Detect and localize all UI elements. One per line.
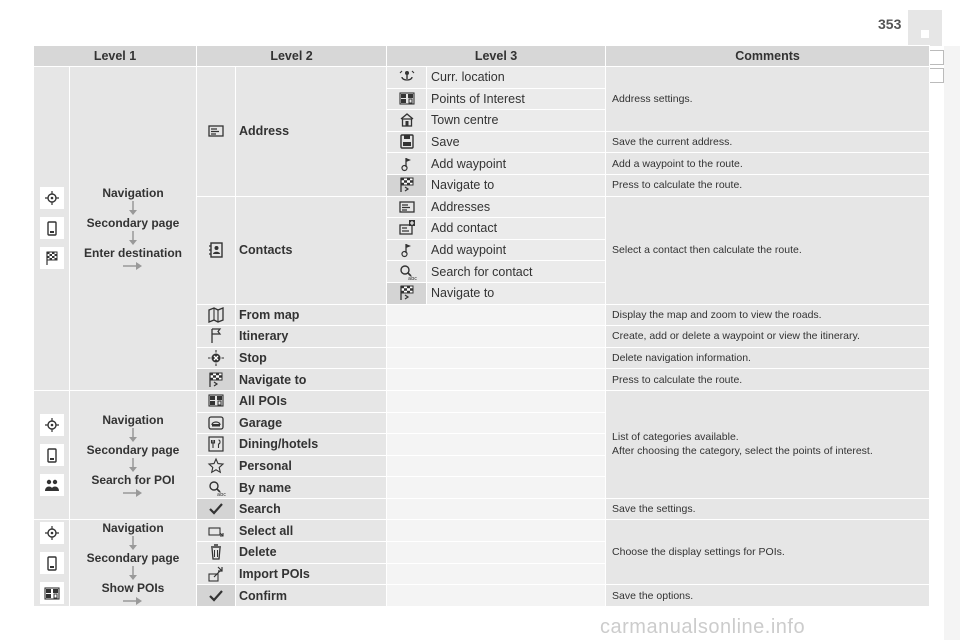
level2-dining-hotels[interactable]: Dining/hotels — [236, 434, 387, 456]
level2-by-name[interactable]: By name — [236, 477, 387, 499]
phone-icon — [40, 217, 64, 239]
level3-save[interactable]: Save — [427, 131, 606, 153]
level3-empty — [387, 542, 606, 564]
phone-icon — [40, 444, 64, 466]
level3-navigate-to[interactable]: Navigate to — [427, 282, 606, 304]
checkered-flag-icon — [40, 247, 64, 269]
check-icon — [197, 498, 236, 520]
level1-secondary-page: Secondary page — [86, 216, 180, 231]
level1-enter-destination: Enter destination — [84, 246, 183, 261]
level3-empty — [387, 520, 606, 542]
poi-icon — [197, 390, 236, 412]
arrow-down-icon — [128, 458, 138, 473]
comment-stop: Delete navigation information. — [606, 347, 930, 369]
crosshair-icon — [40, 522, 64, 544]
search-abc-icon — [387, 261, 427, 283]
garage-icon — [197, 412, 236, 434]
level3-empty — [387, 455, 606, 477]
comment-calculate-route: Press to calculate the route. — [606, 369, 930, 391]
level2-address[interactable]: Address — [236, 67, 387, 197]
level1-navigation: Navigation — [102, 521, 164, 536]
poi-people-icon — [40, 474, 64, 496]
watermark: carmanualsonline.info — [600, 616, 806, 638]
header-level-2: Level 2 — [197, 46, 387, 67]
level2-import-pois[interactable]: Import POIs — [236, 563, 387, 585]
group3-level1-icons — [34, 520, 70, 606]
level2-search[interactable]: Search — [236, 498, 387, 520]
level3-empty — [387, 434, 606, 456]
level2-garage[interactable]: Garage — [236, 412, 387, 434]
comment-save-address: Save the current address. — [606, 131, 930, 153]
side-strip — [944, 46, 960, 640]
comment-categories — [606, 390, 930, 498]
contacts-icon — [197, 196, 236, 304]
comment-from-map: Display the map and zoom to view the roads. — [606, 304, 930, 326]
arrow-right-icon — [123, 597, 143, 605]
arrow-down-icon — [128, 536, 138, 551]
level3-empty — [387, 563, 606, 585]
arrow-down-icon — [128, 201, 138, 216]
arrow-right-icon — [123, 489, 143, 497]
town-icon — [387, 110, 427, 132]
level3-empty — [387, 498, 606, 520]
level3-empty — [387, 369, 606, 391]
navigate-flag-icon — [387, 174, 427, 196]
level2-select-all[interactable]: Select all — [236, 520, 387, 542]
save-icon — [387, 131, 427, 153]
level3-empty — [387, 347, 606, 369]
comment-categories-line1: List of categories available. — [612, 431, 739, 444]
level2-confirm[interactable]: Confirm — [236, 585, 387, 607]
group2-level1-icons — [34, 390, 70, 520]
comment-save-settings: Save the settings. — [606, 498, 930, 520]
search-abc-icon — [197, 477, 236, 499]
crosshair-icon — [40, 414, 64, 436]
comment-address-settings: Address settings. — [606, 67, 930, 132]
navigation-menu-table — [33, 45, 930, 607]
waypoint-icon — [387, 153, 427, 175]
comment-categories-line2: After choosing the category, select the points of interest. — [612, 445, 873, 458]
level3-add-waypoint[interactable]: Add waypoint — [427, 239, 606, 261]
dining-icon — [197, 434, 236, 456]
level2-stop[interactable]: Stop — [236, 347, 387, 369]
level3-add-contact[interactable]: Add contact — [427, 218, 606, 240]
waypoint-icon — [387, 239, 427, 261]
stop-icon — [197, 347, 236, 369]
check-icon — [197, 585, 236, 607]
level2-contacts[interactable]: Contacts — [236, 196, 387, 304]
level2-delete[interactable]: Delete — [236, 542, 387, 564]
level2-all-pois[interactable]: All POIs — [236, 390, 387, 412]
comment-select-contact: Select a contact then calculate the route. — [606, 196, 930, 304]
level3-empty — [387, 304, 606, 326]
level3-addresses[interactable]: Addresses — [427, 196, 606, 218]
navigate-flag-icon — [387, 282, 427, 304]
header-comments: Comments — [606, 46, 930, 67]
level1-secondary-page: Secondary page — [86, 443, 180, 458]
level3-add-waypoint[interactable]: Add waypoint — [427, 153, 606, 175]
select-all-icon — [197, 520, 236, 542]
trash-icon — [197, 542, 236, 564]
level3-search-for-contact[interactable]: Search for contact — [427, 261, 606, 283]
poi-icon — [387, 88, 427, 110]
page-number: 353 — [878, 16, 902, 32]
level1-navigation: Navigation — [102, 186, 164, 201]
level3-navigate-to[interactable]: Navigate to — [427, 174, 606, 196]
level3-empty — [387, 585, 606, 607]
import-icon — [197, 563, 236, 585]
comment-display-settings: Choose the display settings for POIs. — [606, 520, 930, 585]
level1-search-for-poi: Search for POI — [91, 473, 175, 488]
level3-empty — [387, 412, 606, 434]
level2-personal[interactable]: Personal — [236, 455, 387, 477]
arrow-down-icon — [128, 231, 138, 246]
header-level-3: Level 3 — [387, 46, 606, 67]
level3-curr-location[interactable]: Curr. location — [427, 67, 606, 89]
group2-level1-path — [70, 390, 197, 520]
arrow-down-icon — [128, 428, 138, 443]
address-card-icon — [197, 67, 236, 197]
arrow-right-icon — [123, 262, 143, 270]
group3-level1-path — [70, 520, 197, 606]
level1-secondary-page: Secondary page — [86, 551, 180, 566]
group1-level1-path — [70, 67, 197, 391]
level2-itinerary[interactable]: Itinerary — [236, 326, 387, 348]
level1-show-pois: Show POIs — [101, 581, 165, 596]
level3-town-centre[interactable]: Town centre — [427, 110, 606, 132]
star-icon — [197, 455, 236, 477]
comment-add-waypoint: Add a waypoint to the route. — [606, 153, 930, 175]
level2-from-map[interactable]: From map — [236, 304, 387, 326]
add-contact-icon — [387, 218, 427, 240]
comment-itinerary: Create, add or delete a waypoint or view the itinerary. — [606, 326, 930, 348]
comment-save-options: Save the options. — [606, 585, 930, 607]
arrow-down-icon — [128, 566, 138, 581]
level3-empty — [387, 477, 606, 499]
margin-square — [929, 68, 944, 83]
group1-level1-icons — [34, 67, 70, 391]
itinerary-flag-icon — [197, 326, 236, 348]
address-card-icon — [387, 196, 427, 218]
location-icon — [387, 67, 427, 89]
phone-icon — [40, 552, 64, 574]
level3-empty — [387, 390, 606, 412]
poi-icon — [40, 582, 64, 604]
navigate-flag-icon — [197, 369, 236, 391]
header-level-1: Level 1 — [34, 46, 197, 67]
level1-navigation: Navigation — [102, 413, 164, 428]
level3-points-of-interest[interactable]: Points of Interest — [427, 88, 606, 110]
crosshair-icon — [40, 187, 64, 209]
corner-tab — [908, 10, 942, 46]
comment-calculate-route: Press to calculate the route. — [606, 174, 930, 196]
level2-navigate-to[interactable]: Navigate to — [236, 369, 387, 391]
margin-square — [929, 50, 944, 65]
map-icon — [197, 304, 236, 326]
level3-empty — [387, 326, 606, 348]
